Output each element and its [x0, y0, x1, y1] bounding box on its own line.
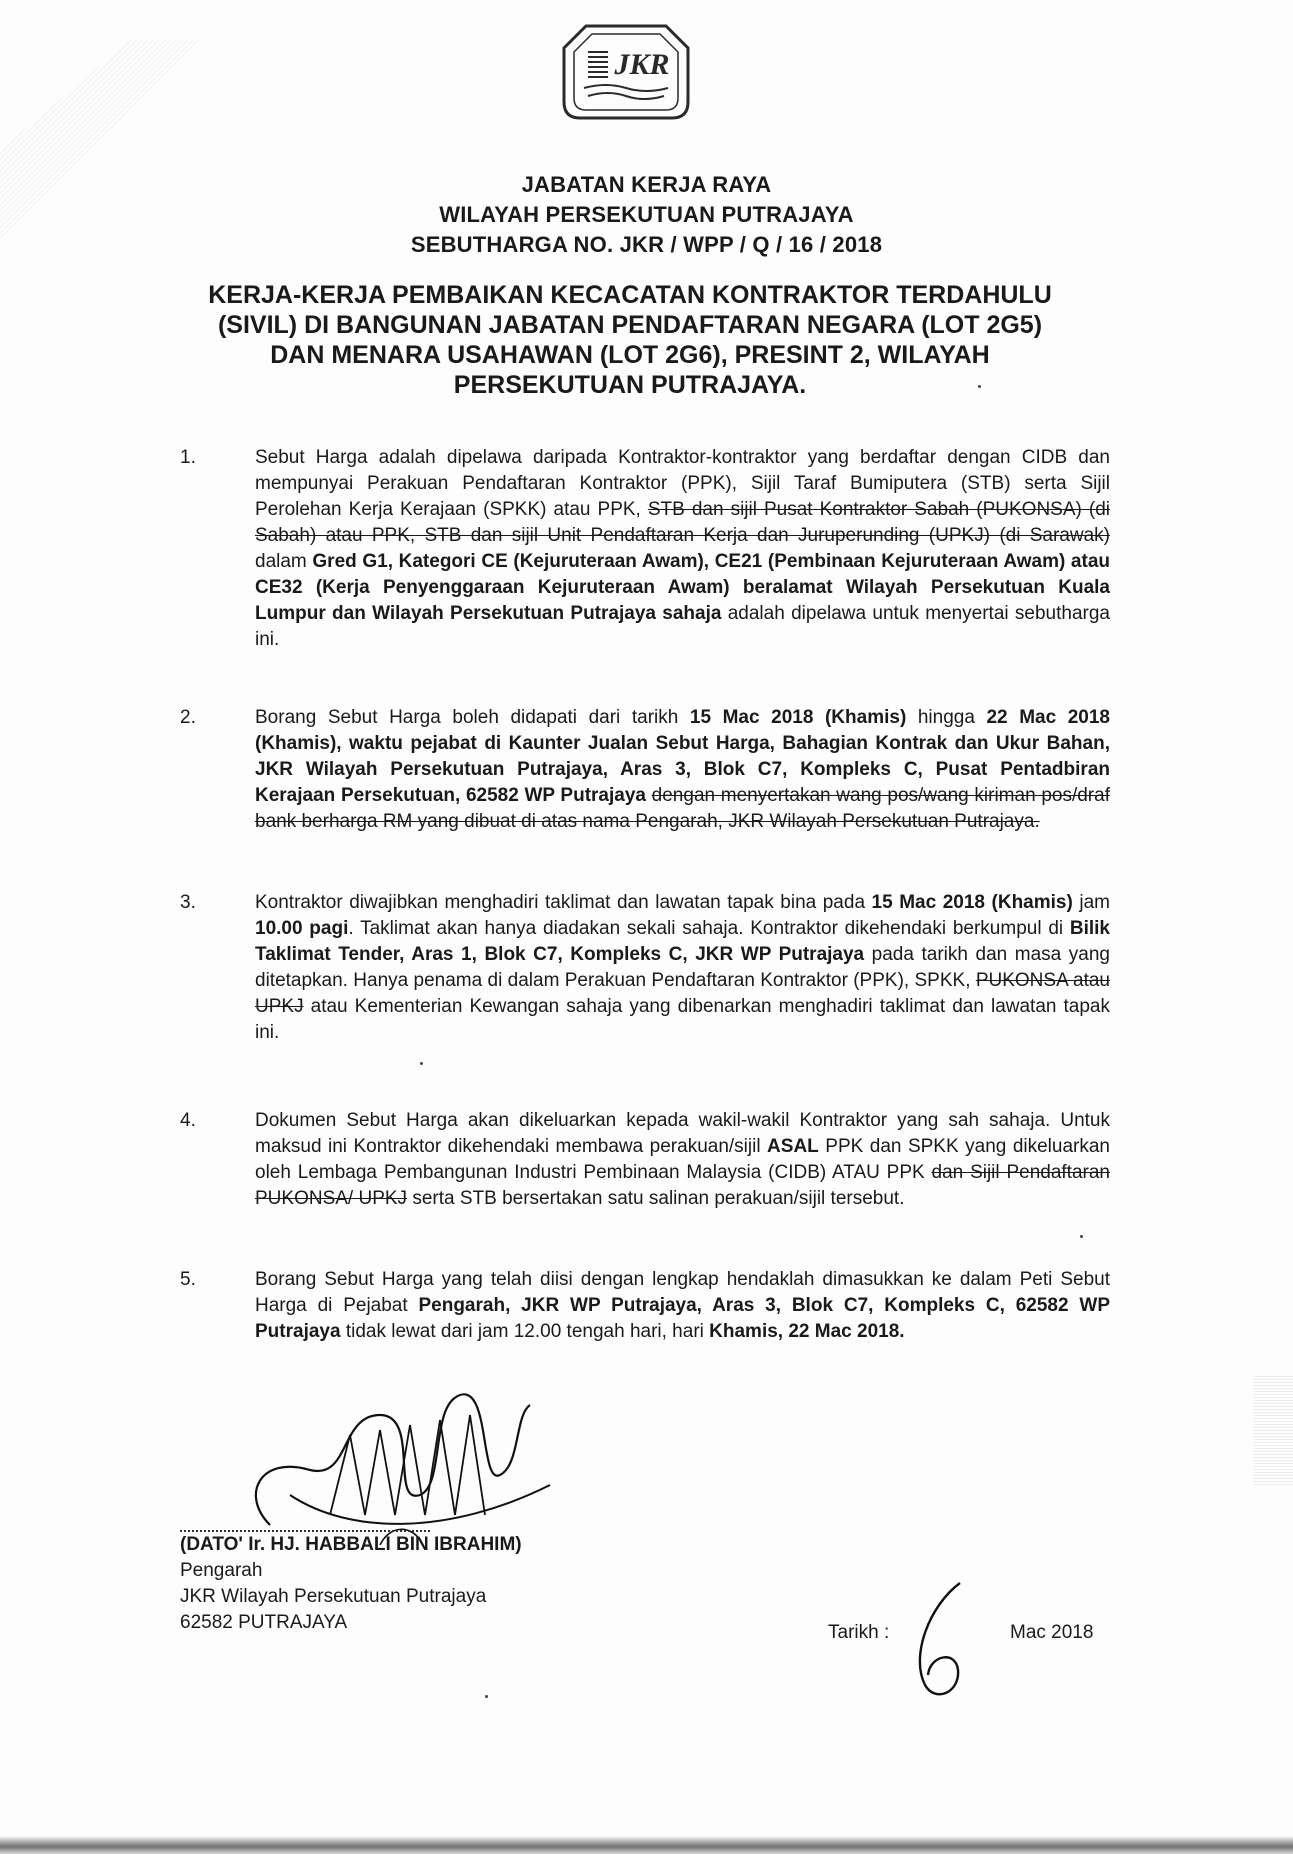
page-title: [195, 280, 1065, 400]
title-line-3: DAN MENARA USAHAWAN (LOT 2G6), PRESINT 2, WILAYAH: [270, 341, 990, 369]
scan-speck: [420, 1062, 423, 1065]
bold-text: 15 Mac 2018 (Khamis): [871, 892, 1073, 913]
title-line-2: (SIVIL) DI BANGUNAN JABATAN PENDAFTARAN NEGARA (LOT 2G5): [217, 311, 1043, 339]
scan-speck: [485, 1695, 488, 1698]
item-text: Dokumen Sebut Harga akan dikeluarkan kepada wakil-wakil Kontraktor yang sah sahaja. Untuk maksud ini Kontraktor dikehendaki membawa perakuan/sijil ASAL PPK dan SPKK yang dikeluarkan oleh Lembaga Pembangunan Industri Pembinaan Malaysia (CIDB) ATAU PPK dan Sijil Pendaftaran PUKONSA/ UPKJ serta STB bersertakan satu salinan perakuan/sijil tersebut.: [255, 1110, 1110, 1209]
scan-artifact-right: [1253, 1375, 1293, 1485]
item-text: Sebut Harga adalah dipelawa daripada Kontraktor-kontraktor yang berdaftar dengan CIDB dan mempunyai Perakuan Pendaftaran Kontraktor (PPK), Sijil Taraf Bumiputera (STB) serta Sijil Perolehan Kerja Kerajaan (SPKK) atau PPK, STB dan sijil Pusat Kontraktor Sabah (PUKONSA) (di Sabah) atau PPK, STB dan sijil Unit Pendaftaran Kerja dan Juruperunding (UPKJ) (di Sarawak) dalam Gred G1, Kategori CE (Kejuruteraan Awam), CE21 (Pembinaan Kejuruteraan Awam) atau CE32 (Kerja Penyenggaraan Kejuruteraan Awam) beralamat Wilayah Persekutuan Kuala Lumpur dan Wilayah Persekutuan Putrajaya sahaja adalah dipelawa untuk menyertai sebutharga ini.: [255, 447, 1110, 650]
scan-artifact-bottom: [0, 1836, 1293, 1854]
item-text: Borang Sebut Harga yang telah diisi dengan lengkap hendaklah dimasukkan ke dalam Peti Sebut Harga di Pejabat Pengarah, JKR WP Putrajaya, Aras 3, Blok C7, Kompleks C, 62582 WP Putrajaya tidak lewat dari jam 12.00 tengah hari, hari Khamis, 22 Mac 2018.: [255, 1269, 1110, 1342]
item-number: 4.: [180, 1110, 196, 1131]
struck-text: dengan menyertakan wang pos/wang kiriman pos/draf bank berharga RM yang dibuat di atas nama Pengarah, JKR Wilayah Persekutuan Putrajaya.: [255, 785, 1110, 832]
bold-text: 22 Mac 2018 (Khamis), waktu pejabat di Kaunter Jualan Sebut Harga, Bahagian Kontrak dan Ukur Bahan, JKR Wilayah Persekutuan Putrajaya, Aras 3, Blok C7, Kompleks C, Pusat Pentadbiran Kerajaan Persekutuan, 62582 WP Putrajaya: [255, 707, 1110, 806]
item-text: Borang Sebut Harga boleh didapati dari tarikh 15 Mac 2018 (Khamis) hingga 22 Mac 2018 (Khamis), waktu pejabat di Kaunter Jualan Sebut Harga, Bahagian Kontrak dan Ukur Bahan, JKR Wilayah Persekutuan Putrajaya, Aras 3, Blok C7, Kompleks C, Pusat Pentadbiran Kerajaan Persekutuan, 62582 WP Putrajaya dengan menyertakan wang pos/wang kiriman pos/draf bank berharga RM yang dibuat di atas nama Pengarah, JKR Wilayah Persekutuan Putrajaya.: [255, 707, 1110, 832]
date-month-year: Mac 2018: [1010, 1622, 1094, 1643]
header-line-3: SEBUTHARGA NO. JKR / WPP / Q / 16 / 2018: [410, 232, 883, 257]
item-text: Kontraktor diwajibkan menghadiri taklimat dan lawatan tapak bina pada 15 Mac 2018 (Khamis) jam 10.00 pagi. Taklimat akan hanya diadakan sekali sahaja. Kontraktor dikehendaki berkumpul di Bilik Taklimat Tender, Aras 1, Blok C7, Kompleks C, JKR WP Putrajaya pada tarikh dan masa yang ditetapkan. Hanya penama di dalam Perakuan Pendaftaran Kontraktor (PPK), SPKK, PUKONSA atau UPKJ atau Kementerian Kewangan sahaja yang dibenarkan menghadiri taklimat dan lawatan tapak ini.: [255, 892, 1111, 1043]
title-line-1: KERJA-KERJA PEMBAIKAN KECACATAN KONTRAKTOR TERDAHULU: [208, 281, 1052, 309]
struck-text: STB dan sijil Pusat Kontraktor Sabah (PUKONSA) (di Sabah) atau PPK, STB dan sijil Unit Pendaftaran Kerja dan Juruperunding (UPKJ) (di Sarawak): [255, 499, 1110, 546]
signature-scribble: [230, 1375, 570, 1545]
signatory-org: JKR Wilayah Persekutuan Putrajaya: [180, 1586, 487, 1607]
bold-text: Gred G1, Kategori CE (Kejuruteraan Awam), CE21 (Pembinaan Kejuruteraan Awam) atau CE32 (Kerja Penyenggaraan Kejuruteraan Awam) beralamat Wilayah Persekutuan Kuala Lumpur dan Wilayah Persekutuan Putrajaya sahaja: [255, 551, 1110, 624]
item-number: 5.: [180, 1269, 196, 1290]
item-number: 1.: [180, 447, 196, 468]
scan-speck: [978, 385, 981, 388]
signatory-postcode: 62582 PUTRAJAYA: [180, 1612, 348, 1633]
signatory-name: (DATO' Ir. HJ. HABBALI BIN IBRAHIM): [180, 1534, 522, 1555]
scan-speck: [1080, 1235, 1083, 1238]
date-label: Tarikh :: [828, 1622, 890, 1643]
header-line-1: JABATAN KERJA RAYA: [521, 172, 772, 197]
bold-text: 15 Mac 2018 (Khamis): [689, 707, 907, 728]
struck-text: PUKONSA atau UPKJ: [255, 970, 1111, 1017]
bold-text: Pengarah, JKR WP Putrajaya, Aras 3, Blok C7, Kompleks C, 62582 WP Putrajaya: [255, 1295, 1110, 1342]
bold-text: Khamis, 22 Mac 2018.: [709, 1321, 905, 1342]
struck-text: dan Sijil Pendaftaran PUKONSA/ UPKJ: [255, 1162, 1110, 1209]
item-number: 2.: [180, 707, 196, 728]
signatory-role: Pengarah: [180, 1560, 263, 1581]
bold-text: Bilik Taklimat Tender, Aras 1, Blok C7, Kompleks C, JKR WP Putrajaya: [255, 918, 1110, 965]
svg-text:JKR: JKR: [614, 48, 670, 81]
bold-text: 10.00 pagi: [255, 918, 349, 939]
bold-text: ASAL: [767, 1136, 819, 1157]
page-header: [0, 170, 1293, 260]
jkr-logo: [556, 22, 696, 122]
item-number: 3.: [180, 892, 196, 913]
handwritten-date-day: [900, 1575, 990, 1705]
header-line-2: WILAYAH PERSEKUTUAN PUTRAJAYA: [439, 202, 854, 227]
title-line-4: PERSEKUTUAN PUTRAJAYA.: [453, 371, 807, 399]
signature-block: [180, 1532, 522, 1636]
